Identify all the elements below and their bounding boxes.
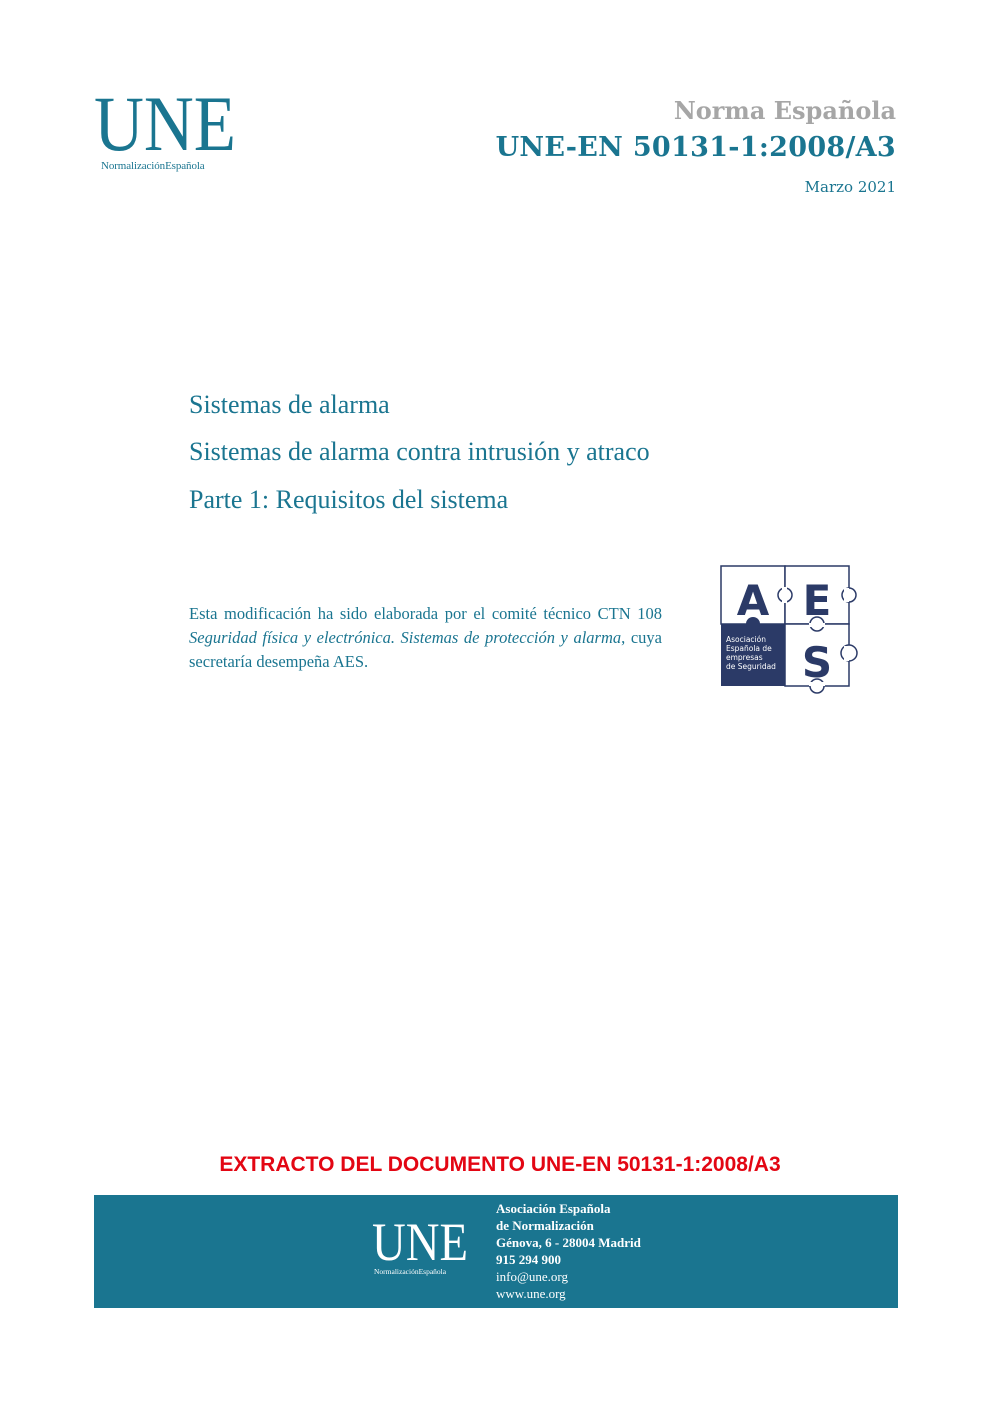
aes-caption-3: empresas	[726, 653, 763, 662]
committee-paragraph	[189, 602, 662, 674]
footer-une-logo	[372, 1219, 472, 1279]
footer-email-link[interactable]: info@une.org	[496, 1269, 569, 1284]
tagline-part-2: Española	[165, 160, 205, 172]
title-line-2: Sistemas de alarma contra intrusión y atraco	[189, 437, 650, 466]
aes-letter-e: E	[802, 576, 832, 625]
norma-code: UNE-EN 50131-1:2008/A3	[495, 132, 896, 163]
footer-une-logo-mark	[372, 1219, 468, 1263]
footer-logo-tagline: NormalizaciónEspañola	[374, 1267, 447, 1276]
aes-letter-s: S	[801, 638, 833, 687]
aes-puzzle-graphic	[720, 565, 866, 697]
footer-line-3: Génova, 6 - 28004 Madrid	[496, 1235, 641, 1250]
une-logo-tagline	[101, 160, 205, 172]
aes-logo	[720, 565, 866, 697]
aes-caption-4: de Seguridad	[726, 662, 776, 671]
committee-intro: Esta modificación ha sido elaborada por el comité técnico CTN 108	[189, 604, 662, 623]
aes-caption-2: Española de	[726, 644, 772, 653]
footer-band	[94, 1195, 898, 1308]
norma-date: Marzo 2021	[804, 178, 896, 196]
aes-letter-a: A	[736, 576, 770, 625]
une-logo-letters: UNE	[94, 92, 236, 154]
title-line-1: Sistemas de alarma	[189, 390, 390, 419]
footer-line-4: 915 294 900	[496, 1252, 561, 1267]
committee-outro: , cuya secretaría desempeña AES.	[189, 628, 662, 671]
footer-line-1: Asociación Española	[496, 1201, 611, 1216]
committee-name: Seguridad física y electrónica. Sistemas de protección y alarma	[189, 628, 622, 647]
une-logo-mark	[94, 92, 236, 154]
title-line-3: Parte 1: Requisitos del sistema	[189, 485, 509, 514]
extract-title: EXTRACTO DEL DOCUMENTO UNE-EN 50131-1:2008/A3	[219, 1153, 781, 1176]
footer-line-2: de Normalización	[496, 1218, 594, 1233]
aes-caption-1: Asociación	[726, 635, 766, 644]
norma-label: Norma Española	[673, 96, 896, 125]
footer-contact	[496, 1200, 641, 1302]
footer-website-link[interactable]: www.une.org	[496, 1286, 566, 1301]
footer-une-letters: UNE	[372, 1219, 468, 1263]
tagline-part-1: Normalización	[101, 160, 166, 172]
une-logo	[94, 92, 244, 176]
